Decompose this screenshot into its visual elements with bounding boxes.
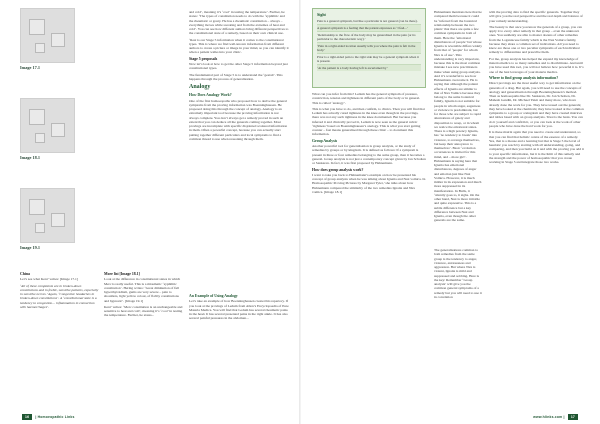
left-column-example — [189, 292, 289, 323]
image-caption: Image 19.1 — [20, 245, 41, 250]
paragraph: Kent’ writes: ‘Merc constitution is an unchangeable and sensitive to heat and cold’, meaning it’s ‘cool’ in testing the temperature. Further, he states... — [104, 304, 183, 318]
page-number: 17 — [568, 414, 578, 420]
book-page-image — [20, 98, 75, 153]
image-caption: Image 18.1 — [20, 155, 41, 160]
paragraph: and cold’, meaning it’s ‘cool’ in testing the temperature’. Further, he states: ‘The types of constitution needs to do with the ‘syphilitic and the rheumatic or gouty. He has a rheumatic constitution – always – everything moves while sweating and from the extremes of heat and cold’. You can see how different authors bring different perspectives to the constitutional state of a remedy, based on their own clinical use. — [189, 10, 289, 36]
section-subheading: China — [20, 272, 30, 276]
right-column-2 — [434, 10, 482, 225]
left-column-2 — [189, 10, 289, 143]
section-subheading: Where to find group analysis information? — [489, 76, 559, 81]
paragraph: Another powerful tool for generalisation is group analysis, or the study of remedies by groups or by kingdom. It is defined as follows: If a symptom is present in three or four remedies belonging to the same group, then it becomes a general. Group analysis is not just a contemporary concept given by Jan Scholten or Sankaran. In fact, it was first proposed by Hahnemann. — [312, 144, 426, 166]
sidebar-row: ‘At the patient is a body having left is ascertained by’ — [317, 65, 421, 71]
paragraph: This is what you have to do, and then confirm, to clinics. Then you will find that Ledum has actually cured tightness in the knee even though in the provings, there was not any such tightness in the knee documented. But because you inferred it and clinically proved it, Ledum is now seen as the general rubric ‘tightness’ based on Boenninghausen’s analogy. This is what you start getting counter – fast means generalised through these clinic – to document this information. — [312, 106, 425, 137]
section-heading: Analogy — [189, 84, 211, 91]
paragraph: What can you infer from this? Ledum has the general symptom of pressure, constriction, tension and tightness in different parts of the body or in general. This is called ‘analogy’. — [312, 92, 421, 105]
paragraph: The generalisations common to both remedies from the same group is the tendency to anger, violence, anxiousness and aggression. But where Nux is violent, Ignatia is mild and suppressed and sobbing. Here is the key: Remember ‘Group analysis’ will give you the common general symptoms of a remedy but you will need to use it in correlation — [434, 248, 482, 299]
sidebar-row: A general symptom is a feeling that the patient expresses as ‘I feel...’ — [317, 25, 421, 32]
sidebar-row: Pain is a general symptom, but like a particular is not general (can be there). — [317, 18, 421, 25]
paragraph: For me, group analysis has helped me expand my knowledge of materia medica to so many remedies and to discriminate. And until you have used this tool, you will not believe how powerful it is. It’s one of the best leverages of your materia medica. — [489, 56, 584, 74]
image-block-2 — [20, 98, 75, 160]
right-column-2b — [434, 248, 482, 301]
folio-text: | Homoeopathic Links — [35, 415, 75, 419]
section-subheading: How Does Analogy Work? — [189, 93, 232, 98]
left-column-china — [20, 270, 100, 311]
folio-text: www.hlinks.com | — [533, 415, 565, 419]
sidebar-row: ‘Pain in a right-sided location usually tells you where the pain is felt in the body.’ — [317, 43, 421, 54]
paragraph: Let’s see what Kent’ writes: [Image 17.1] — [20, 277, 78, 282]
sidebar-title: Sight — [317, 12, 326, 17]
right-column-1 — [312, 92, 426, 196]
right-column-3 — [489, 10, 584, 166]
section-subheading: More list [Image 18.1] — [104, 272, 140, 276]
paragraph: Hahnemann mentions here that he compared them because it could be ‘inferred from the botanical relationship between the two plants’ that there are quite a few common symptoms in both of them. Here the ‘emotional disturbances of people’ but whose Ignatia is reversible differs widely from that of ‘people’ for whom Nux is of use’. This understanding is very important, because this is the most common mistake I see new practitioners make when using group analysis. And it’s wonderful to see how Hahnemann overcome it. He is saying that although the patient effects of Ignatia are similar to that of Nux Vomica because they belong to the same botanical family, Ignatia is not suitable for people in whom anger, eagerness or violence is predominant, but for those who are subject to rapid alternations of gaiety and disposition to weep, or in whom we notice the emotional states. There is a high potency Ignatia, has ‘no tendency to break’ into violence, to revenge themselves, but keep their annoyance to themselves’. Basic ‘evolution occurrences is invited for this mind, and – more giri’. Hahnemann is saying here that Ignatia has emotional disturbances, degrees of anger and emotion just like Nux Vomica. However, it is much milder in its expression and much more suppressed in its manifestation. In Bulls, it ‘silently goes to, it sighs. On the other hand, Nux is more irritable and quite expressive. This is a subtle difference but a key difference between Nux and Ignatia, even though the other generals are the same. — [434, 10, 482, 223]
page-number: 16 — [22, 414, 32, 420]
section-subheading: How does group analysis work? — [312, 167, 364, 172]
image-block-1 — [20, 8, 75, 70]
sidebar-row: Prior is a right-sided pain to the right side may be a general symptom when it is present. — [317, 54, 421, 65]
book-page-image — [20, 8, 75, 63]
sidebar-row: ‘Relationship to the flow of the body may be generalized in the pain (or its particular to the characteristic way).’ — [317, 32, 421, 43]
paragraph: The fundamental part of Stage 5 is to understand the ‘gestalt’. This happens through the process of generalisation. — [189, 72, 283, 82]
image-block-3 — [20, 188, 75, 250]
right-folio — [533, 415, 580, 419]
paragraph: ‘Rest is our Stage 5 information when it comes to the constitutional types. This is where we find well-known information from different authors to create a picture or image in your mind, so you can identify it when a patient walks into your clinic. — [189, 37, 289, 55]
image-caption: Image 17.1 — [20, 65, 41, 70]
section-subheading: Stage 5 proposals — [189, 56, 218, 61]
paragraph: The beauty is that once you know the generals of a group, you can apply it to every other remedy in that group – even the unknown ones. You suddenly are able to master dozens of other remedies from the Loganiaceae family which is the Nux Vomica family, because they share a common set of indications. All you need to know are those one or two peculiar symptoms of each individual remedy to differentiate and prescribe them. — [489, 24, 582, 55]
book-page-image — [20, 188, 75, 243]
paragraph: Direct provings are the most useful way to get information on the generals of a drug. But again, you will need to use the concepts of analogy and generalisation through Boenninghausen’s method. Then as homoeopaths like Dr. Sankaran, Dr. Jan Scholten, Dr. Mahesh Gandhi, Dr. Michael Yakir and many more, who have already done the work for you. They have teased out the generals; they have looked at the chemicals; they have looked at the common symptoms to a group or a kingdom and they have created matrices and tables based with on group analysis. Trust is the basis. You can do it yourself and confirm it, or you can look at the work of other people who have done the hard work for you. — [489, 81, 584, 128]
paragraph: with the proving data to find the specific generals. Together they will give you the real perspective and the real depth and balance of your remedy understanding. — [489, 10, 583, 23]
paragraph: I want to take you back to Hahnemann’s example on how he presented his concept of group analysis when he was talking about Ignatia and Nux vomica. In Homoeopathic Proving Pictures by Margaret Tyler,’ she talks about how Hahnemann compared the similarity of the two remedies Ignatia and Nux vomica. [Image 18.1] — [312, 172, 426, 194]
paragraph: Now let’s look at how to get the other Stage 5 information beyond just constitutional types. — [189, 62, 288, 71]
paragraph: It is these matrix again that you need to create and understand, so that you can find that holistic centre of the essence of a remedy. Yes, that is a mouse and a learning but that is Stage 5 the level of heuristic you reach by starting with all understanding, going, and comparing, and then you build on it and with the proving you add it to your specific information, but it is the limit of this remedy and the strength and the power of homoeopathic that you create working in Stage 5 and integrate those two works. — [489, 130, 584, 164]
paragraph: Let’s take an example of how Boenninghausen created his repertory. If you look at the provings of Ledum from Allen’s Encyclopaedia of Pure Materia Medica. You will find that Ledum has several rheumatic pains in the head. It has several presented pains in the right ankle. It has also several painful pressures in the abdomen... — [189, 299, 289, 321]
gutter — [299, 0, 301, 424]
section-subheading: Group Analysis — [312, 138, 338, 143]
paragraph: Look at the difference in constitutional states in which Merc is really useful. This is a miasmatic ‘syphilitic constitution’. Hering writes: ‘Great diminution of full hyperthyroidism, gums are very severe – pain to shoulders, light yellow colour, of flabby constitutions and hypnotic’. [Image 19.1] — [104, 277, 181, 303]
sight-sidebar-box — [312, 8, 426, 88]
paragraph: One of the first homoeopaths who proposed how to derive the general symptoms from the proving information was Boenninghausen. He proposed doing this through the concept of analogy. Analogy is an extremely important tool because the proving information is not always complete. You don’t always get a remedy proved in such an extent that you can deduce all the generals coming together. Most provings are incomplete with specific disjointed scattered information in them. Often a powerful concept, because you can actually start putting together different particulars and local symptoms to find a common thread to use when reasoning through them. — [189, 98, 288, 141]
quote: ‘All of these complaints are in broken-down constitutions and in feeble, sensitive patients, especially in sensitive nerves.’ Again, ‘Congestive headaches in broken-down constitutions’. A ‘constitutional state is a tendency to congestion… inflammation in connection with haemorrhages’. — [20, 283, 99, 309]
section-subheading: An Example of Using Analogy — [189, 294, 238, 298]
left-column-merc — [104, 270, 184, 320]
left-folio — [20, 415, 75, 419]
